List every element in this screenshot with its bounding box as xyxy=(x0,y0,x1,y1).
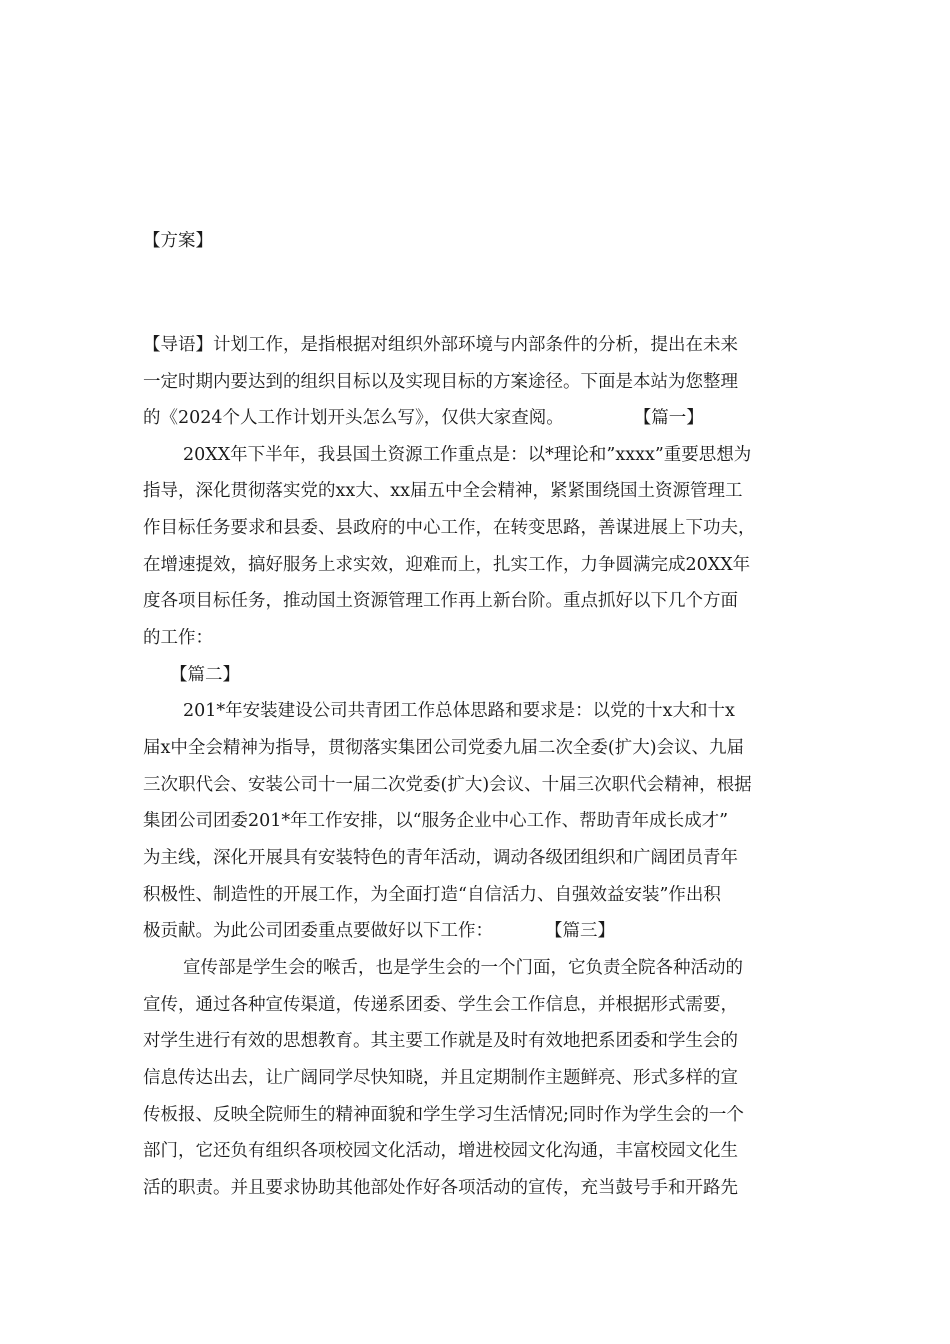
paragraph-line: 20XX年下半年，我县国土资源工作重点是：以*理论和”xxxx”重要思想为 xyxy=(183,445,752,465)
paragraph-line xyxy=(143,406,704,430)
intro-tail: 的《2024个人工作计划开头怎么写》，仅供大家查阅。 xyxy=(143,408,564,428)
document-heading: 【方案】 xyxy=(143,231,213,251)
paragraph-line: 集团公司团委201*年工作安排，以“服务企业中心工作、帮助青年成长成才” xyxy=(143,811,729,831)
paragraph-line: 信息传达出去，让广阔同学尽快知晓，并且定期制作主题鲜亮、形式多样的宣 xyxy=(143,1068,738,1088)
section-label-2: 【篇二】 xyxy=(170,665,240,685)
section-label-3: 【篇三】 xyxy=(545,921,615,941)
paragraph-line: 宣传部是学生会的喉舌，也是学生会的一个门面，它负责全院各种活动的 xyxy=(183,958,743,978)
paragraph-line: 作目标任务要求和县委、县政府的中心工作，在转变思路，善谋进展上下功夫， xyxy=(143,518,756,538)
paragraph-line: 【导语】计划工作，是指根据对组织外部环境与内部条件的分析，提出在未来 xyxy=(143,335,738,355)
paragraph-line: 部门，它还负有组织各项校园文化活动，增进校园文化沟通，丰富校园文化生 xyxy=(143,1141,738,1161)
paragraph-line: 在增速提效，搞好服务上求实效，迎难而上，扎实工作，力争圆满完成20XX年 xyxy=(143,555,751,575)
paragraph-line: 积极性、制造性的开展工作，为全面打造“自信活力、自强效益安装”作出积 xyxy=(143,885,721,905)
paragraph-line: 201*年安装建设公司共青团工作总体思路和要求是：以党的十x大和十x xyxy=(183,701,735,721)
paragraph-line: 届x中全会精神为指导，贯彻落实集团公司党委九届二次全委(扩大)会议、九届 xyxy=(143,738,745,758)
paragraph-line: 宣传，通过各种宣传渠道，传递系团委、学生会工作信息，并根据形式需要， xyxy=(143,995,738,1015)
paragraph-line: 的工作： xyxy=(143,628,213,648)
paragraph-line: 一定时期内要达到的组织目标以及实现目标的方案途径。下面是本站为您整理 xyxy=(143,372,738,392)
paragraph-line: 度各项目标任务，推动国土资源管理工作再上新台阶。重点抓好以下几个方面 xyxy=(143,591,738,611)
paragraph-line: 活的职责。并且要求协助其他部处作好各项活动的宣传，充当鼓号手和开路先 xyxy=(143,1178,738,1198)
paragraph-line xyxy=(143,919,615,943)
paragraph-line: 为主线，深化开展具有安装特色的青年活动，调动各级团组织和广阔团员青年 xyxy=(143,848,738,868)
paragraph-line: 指导，深化贯彻落实党的xx大、xx届五中全会精神，紧紧围绕国土资源管理工 xyxy=(143,481,743,501)
paragraph-line: 对学生进行有效的思想教育。其主要工作就是及时有效地把系团委和学生会的 xyxy=(143,1031,738,1051)
paragraph-line: 传板报、反映全院师生的精神面貌和学生学习生活情况;同时作为学生会的一个 xyxy=(143,1105,744,1125)
paragraph-tail: 极贡献。为此公司团委重点要做好以下工作： xyxy=(143,921,493,941)
section-label-1: 【篇一】 xyxy=(633,408,704,428)
paragraph-line: 三次职代会、安装公司十一届二次党委(扩大)会议、十届三次职代会精神，根据 xyxy=(143,775,752,795)
